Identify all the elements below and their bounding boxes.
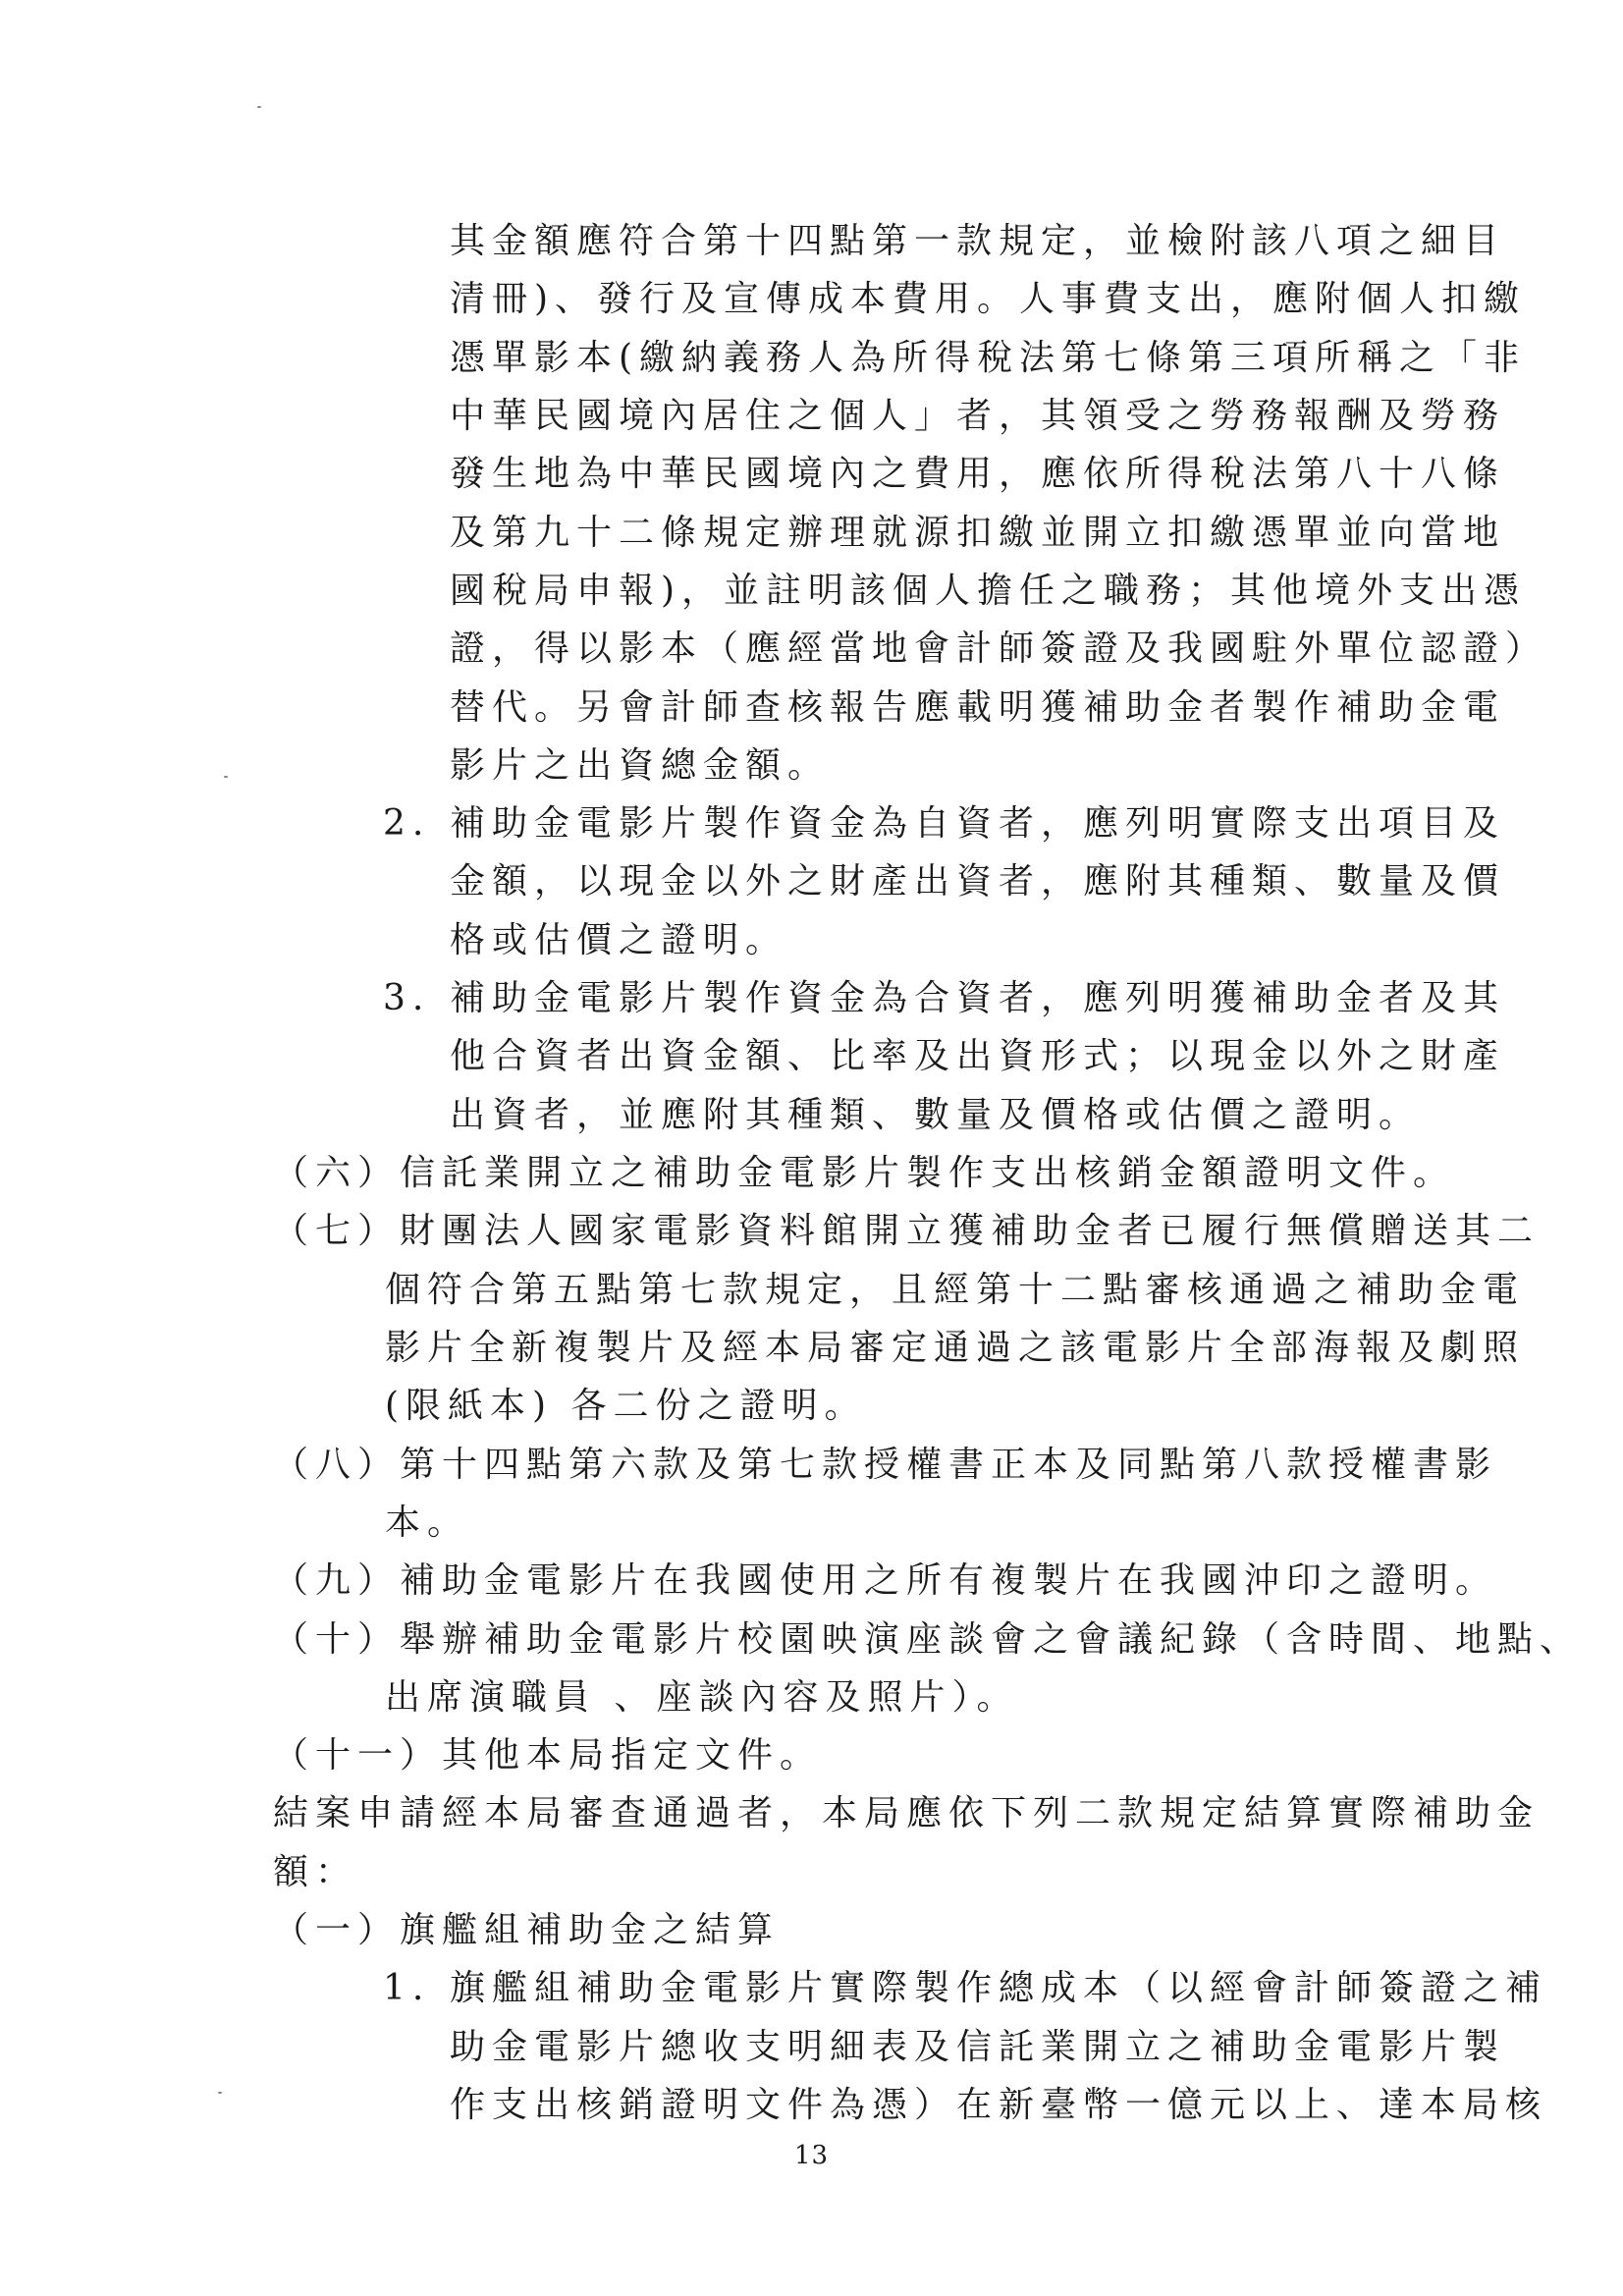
text-line: 旗艦組補助金電影片實際製作總成本（以經會計師簽證之補 — [450, 1968, 1548, 2008]
text-line: （一）旗艦組補助金之結算 — [273, 1910, 781, 1950]
scan-speck — [218, 2092, 222, 2094]
text-line: （九）補助金電影片在我國使用之所有複製片在我國沖印之證明。 — [273, 1560, 1498, 1601]
text-line: (限紙本) 各二份之證明。 — [385, 1386, 867, 1426]
text-line: 替代。另會計師查核報告應載明獲補助金者製作補助金電 — [450, 687, 1506, 728]
text-line: 證，得以影本（應經當地會計師簽證及我國駐外單位認證） — [450, 629, 1548, 669]
scan-speck — [257, 106, 261, 108]
text-line: 額： — [273, 1852, 358, 1892]
item-number: 1. — [383, 1968, 431, 2008]
text-line: 助金電影片總收支明細表及信託業開立之補助金電影片製 — [450, 2027, 1506, 2067]
text-line: 影片全新複製片及經本局審定通過之該電影片全部海報及劇照 — [385, 1328, 1526, 1368]
text-line: 補助金電影片製作資金為自資者，應列明實際支出項目及 — [450, 803, 1506, 844]
text-line: （七）財團法人國家電影資料館開立獲補助金者已履行無償贈送其二 — [273, 1211, 1541, 1251]
text-line: 中華民國境內居住之個人」者，其領受之勞務報酬及勞務 — [450, 396, 1506, 436]
text-line: 出資者，並應附其種類、數量及價格或估價之證明。 — [450, 1095, 1422, 1135]
text-line: 其金額應符合第十四點第一款規定，並檢附該八項之細目 — [450, 221, 1506, 261]
text-line: （八）第十四點第六款及第七款授權書正本及同點第八款授權書影 — [273, 1445, 1498, 1485]
text-line: 及第九十二條規定辦理就源扣繳並開立扣繳憑單並向當地 — [450, 513, 1506, 553]
text-line: 出席演職員 、座談內容及照片）。 — [385, 1677, 1019, 1718]
text-line: 金額，以現金以外之財產出資者，應附其種類、數量及價 — [450, 861, 1506, 902]
text-line: 發生地為中華民國境內之費用，應依所得稅法第八十八條 — [450, 454, 1506, 494]
text-line: 本。 — [385, 1503, 470, 1543]
text-line: 國稅局申報)，並註明該個人擔任之職務；其他境外支出憑 — [450, 571, 1527, 611]
text-line: （六）信託業開立之補助金電影片製作支出核銷金額證明文件。 — [273, 1153, 1456, 1193]
text-line: 個符合第五點第七款規定，且經第十二點審核通過之補助金電 — [385, 1270, 1526, 1310]
text-line: （十）舉辦補助金電影片校園映演座談會之會議紀錄（含時間、地點、 — [273, 1619, 1583, 1660]
text-line: 作支出核銷證明文件為憑）在新臺幣一億元以上、達本局核 — [450, 2085, 1548, 2125]
text-line: 補助金電影片製作資金為合資者，應列明獲補助金者及其 — [450, 978, 1506, 1018]
text-line: 結案申請經本局審查通過者，本局應依下列二款規定結算實際補助金 — [273, 1793, 1541, 1833]
text-line: 憑單影本(繳納義務人為所得稅法第七條第三項所稱之「非 — [450, 338, 1527, 378]
scan-speck — [224, 776, 228, 778]
page-number: 13 — [793, 2141, 830, 2170]
text-line: 他合資者出資金額、比率及出資形式；以現金以外之財產 — [450, 1036, 1506, 1076]
item-number: 3. — [383, 978, 431, 1018]
text-line: 清冊)、發行及宣傳成本費用。人事費支出，應附個人扣繳 — [450, 279, 1527, 319]
text-line: 格或估價之證明。 — [450, 920, 788, 960]
text-line: 影片之出資總金額。 — [450, 745, 831, 786]
text-line: （十一）其他本局指定文件。 — [273, 1735, 823, 1776]
item-number: 2. — [383, 803, 431, 844]
